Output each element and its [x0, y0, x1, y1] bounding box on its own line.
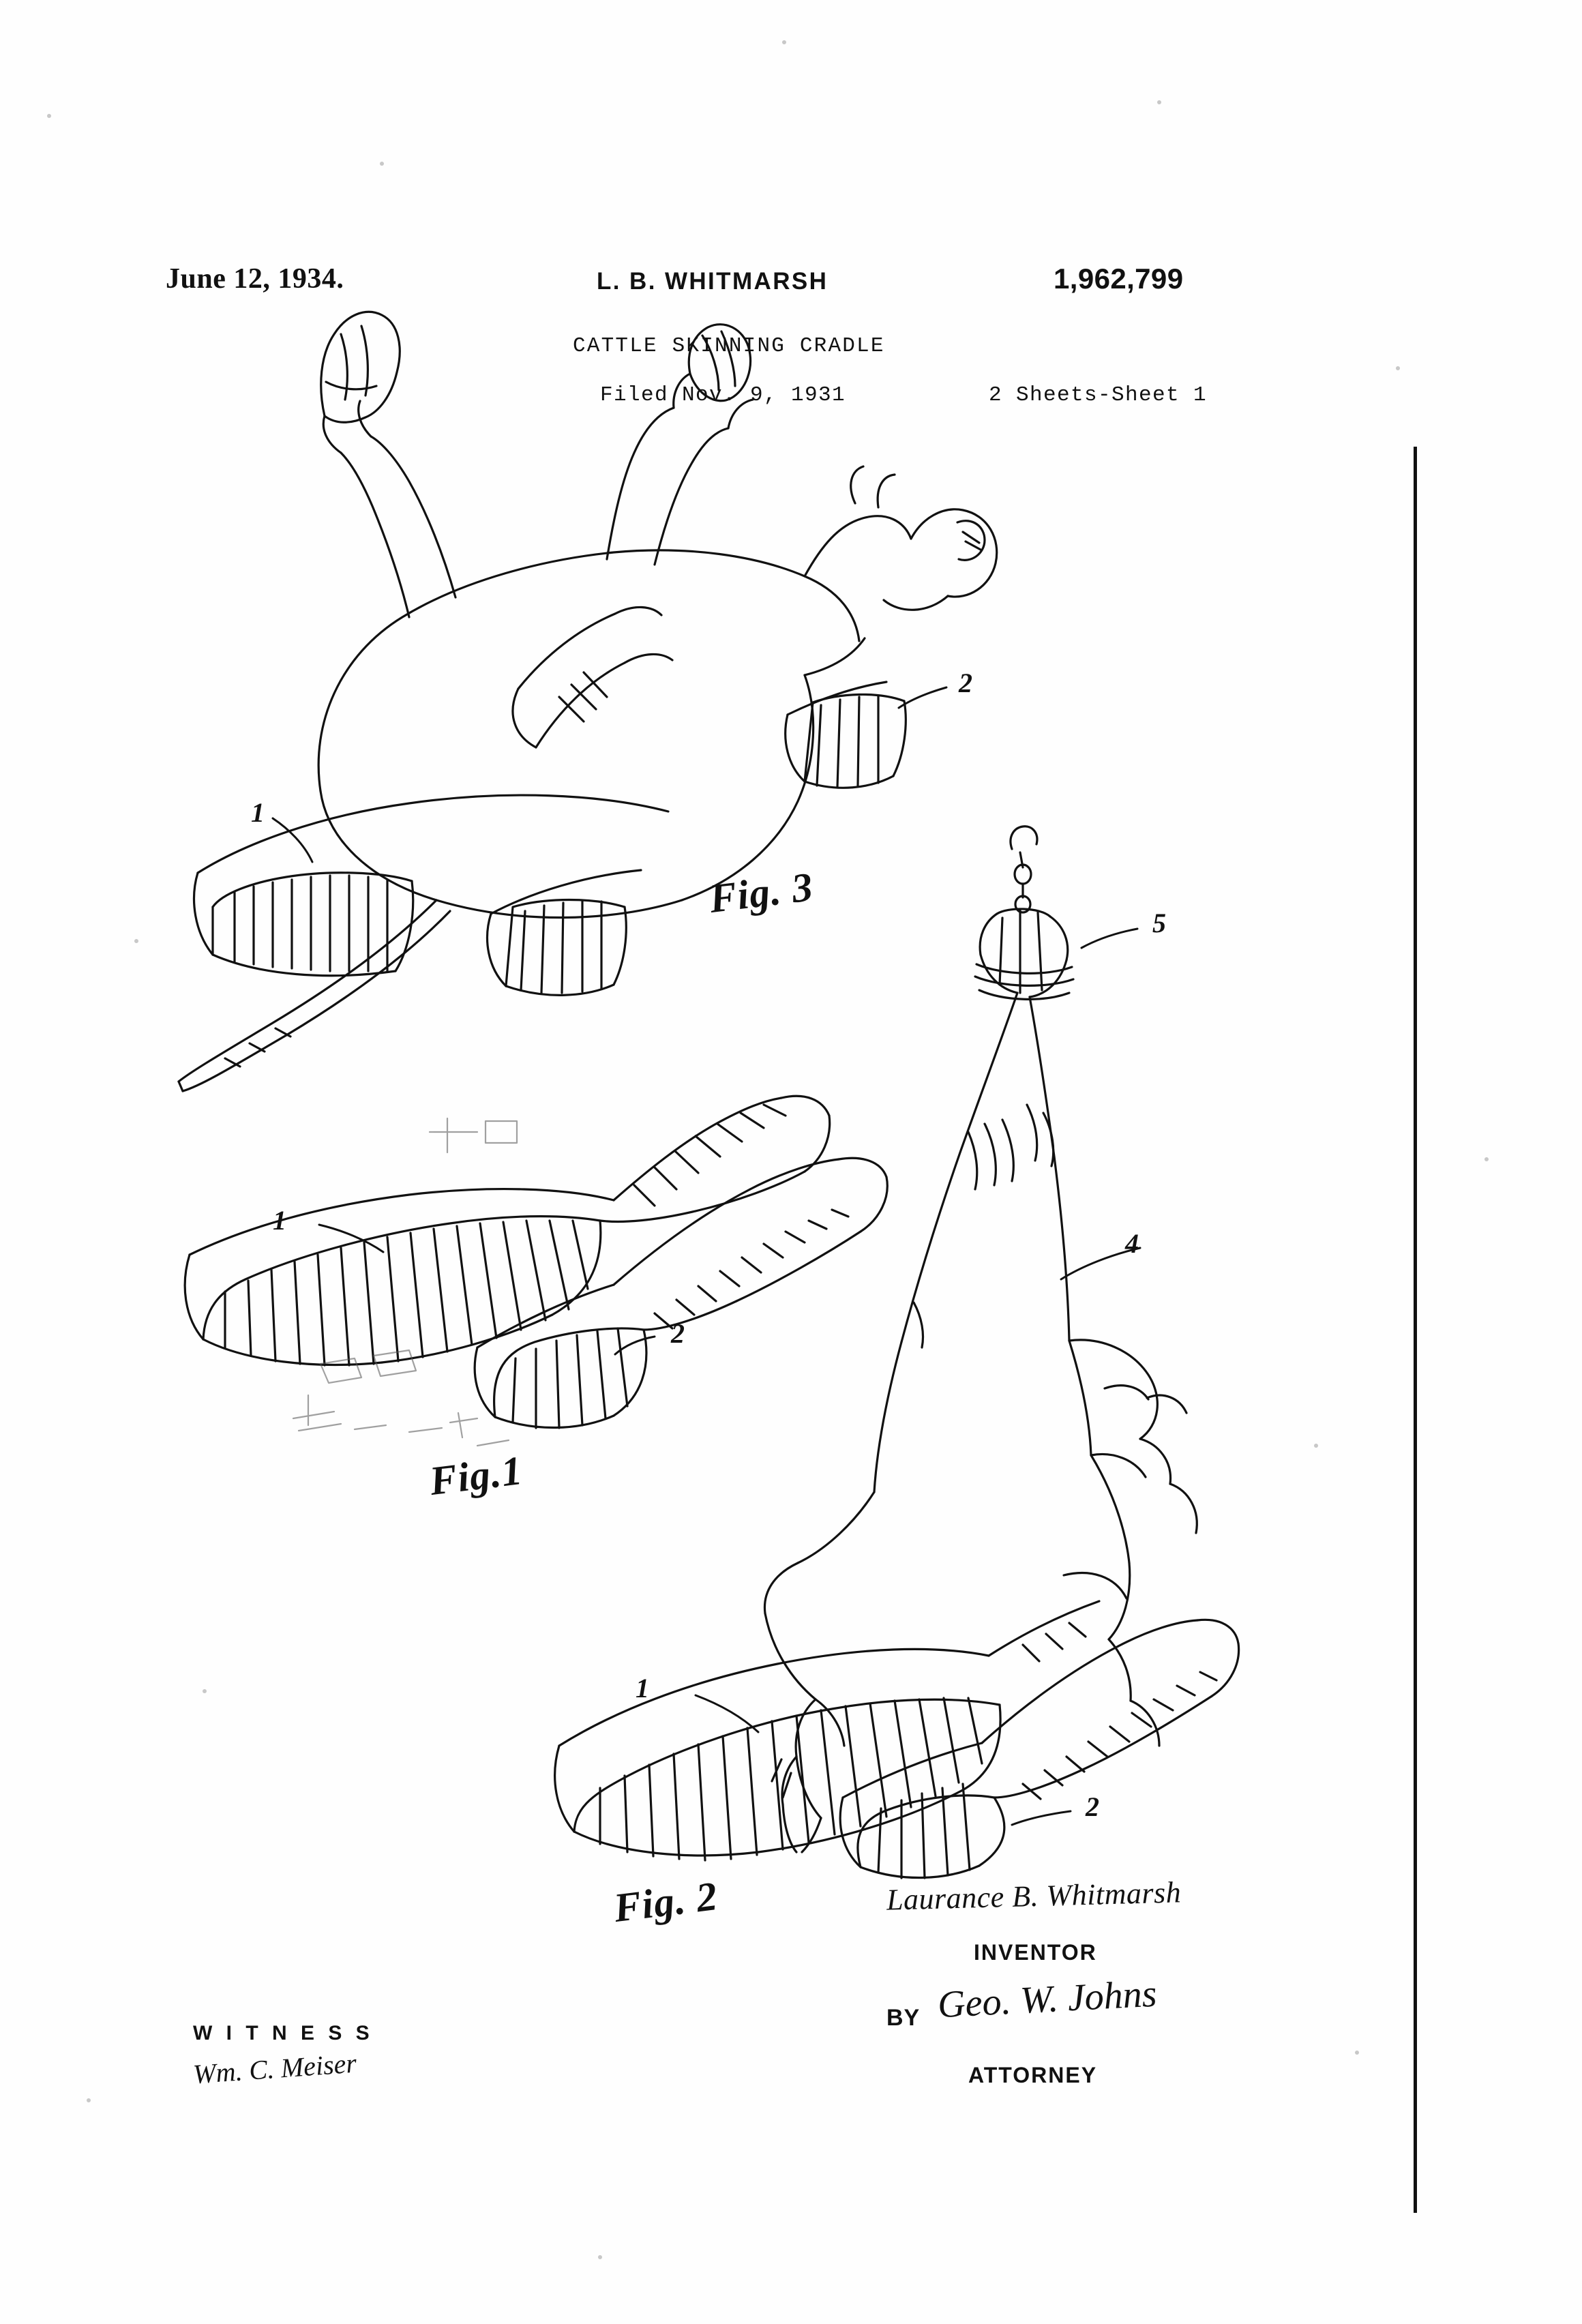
fig2-drawing — [555, 826, 1239, 1878]
filing-date: June 12, 1934. — [166, 263, 344, 295]
ref-numeral-fig2-4: 4 — [1125, 1228, 1139, 1259]
figure-caption-fig3: Fig. 3 — [706, 863, 816, 922]
reference-leaders — [273, 687, 1140, 1825]
margin-rule — [1414, 447, 1417, 2213]
ref-numeral-fig2-5: 5 — [1152, 908, 1166, 938]
inventor-signature: Laurance B. Whitmarsh — [886, 1875, 1182, 1917]
filed-date: Filed Nov. 9, 1931 — [600, 383, 846, 407]
ref-numeral-fig1-1: 1 — [273, 1205, 286, 1236]
ref-numeral-fig3-2: 2 — [959, 668, 972, 698]
inventor-name-header: L. B. WHITMARSH — [597, 268, 829, 295]
witness-signature: Wm. C. Meiser — [192, 2047, 358, 2090]
by-label: BY — [886, 2005, 921, 2031]
attorney-signature: Geo. W. Johns — [936, 1972, 1158, 2027]
ref-numeral-fig2-1: 1 — [636, 1673, 649, 1703]
sheet-count: 2 Sheets-Sheet 1 — [989, 383, 1208, 407]
patent-number: 1,962,799 — [1054, 263, 1184, 295]
figure-caption-fig2: Fig. 2 — [611, 1873, 721, 1931]
invention-title: CATTLE SKINNING CRADLE — [573, 334, 885, 358]
ref-numeral-fig1-2: 2 — [671, 1318, 685, 1349]
ref-numeral-fig2-2: 2 — [1086, 1791, 1099, 1822]
attorney-label: ATTORNEY — [968, 2063, 1098, 2087]
witness-label: W I T N E S S — [193, 2022, 374, 2044]
ref-numeral-fig3-1: 1 — [251, 797, 265, 828]
fig3-drawing — [179, 312, 997, 1091]
fig1-drawing — [185, 1096, 887, 1446]
inventor-label: INVENTOR — [974, 1940, 1097, 1965]
figure-caption-fig1: Fig.1 — [427, 1447, 526, 1504]
